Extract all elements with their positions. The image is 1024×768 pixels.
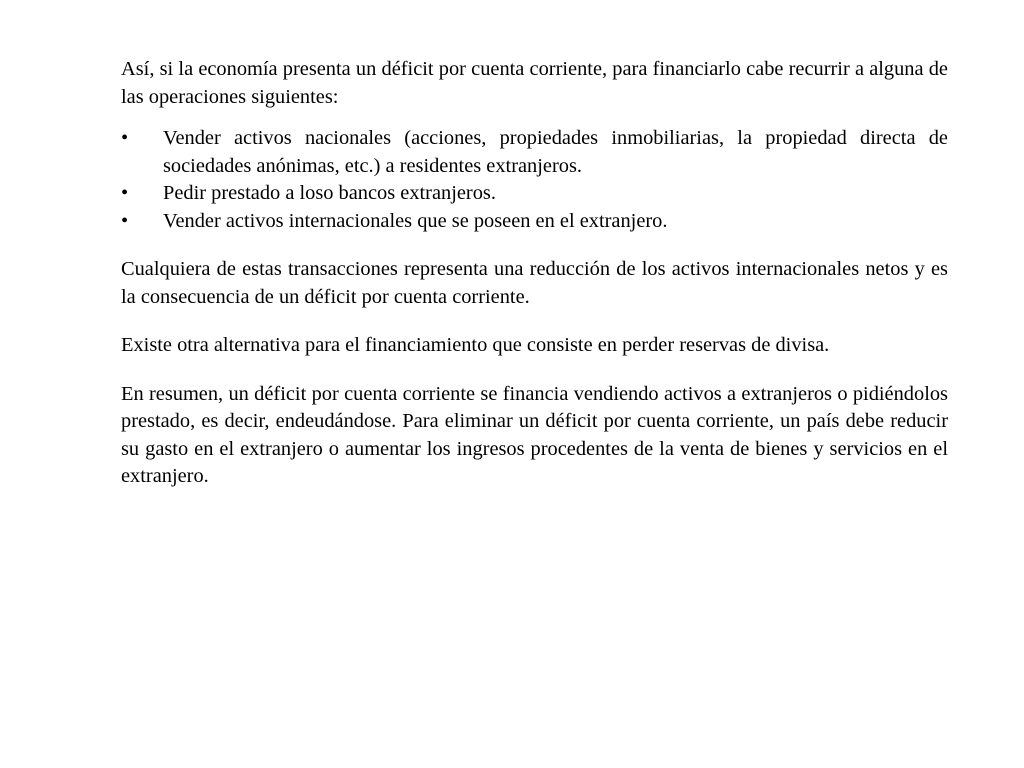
body-paragraph: Existe otra alternativa para el financiamiento que consiste en perder reservas de divisa. [121, 334, 830, 356]
bullet-marker: • [121, 182, 129, 204]
bullet-text: Vender activos internacionales que se poseen en el extranjero. [163, 209, 668, 232]
slide-text-body [121, 56, 948, 491]
bullet-item [121, 208, 948, 236]
bullet-marker: • [121, 209, 129, 232]
summary-paragraph: En resumen, un déficit por cuenta corriente se financia vendiendo activos a extranjeros o pidiéndolos prestado, es decir, endeudándose. Para eliminar un déficit por cuenta corriente, un país debe reducir su gasto en el extranjero o aumentar los ingresos procedentes de la venta de bienes y servicios en el extranjero. [121, 382, 948, 487]
bullet-marker: • [121, 127, 129, 149]
bullet-item [121, 180, 948, 208]
bullet-item [121, 125, 948, 180]
bullet-list [121, 125, 948, 235]
bullet-text: Vender activos nacionales (acciones, propiedades inmobiliarias, la propiedad directa de sociedades anónimas, etc.) a residentes extranjeros. [163, 127, 948, 177]
bullet-text: Pedir prestado a loso bancos extranjeros. [163, 182, 496, 204]
intro-paragraph: Así, si la economía presenta un déficit por cuenta corriente, para financiarlo cabe recurrir a alguna de las operaciones siguientes: [121, 58, 948, 108]
body-paragraph: Cualquiera de estas transacciones representa una reducción de los activos internacionales netos y es la consecuencia de un déficit por cuenta corriente. [121, 258, 948, 308]
